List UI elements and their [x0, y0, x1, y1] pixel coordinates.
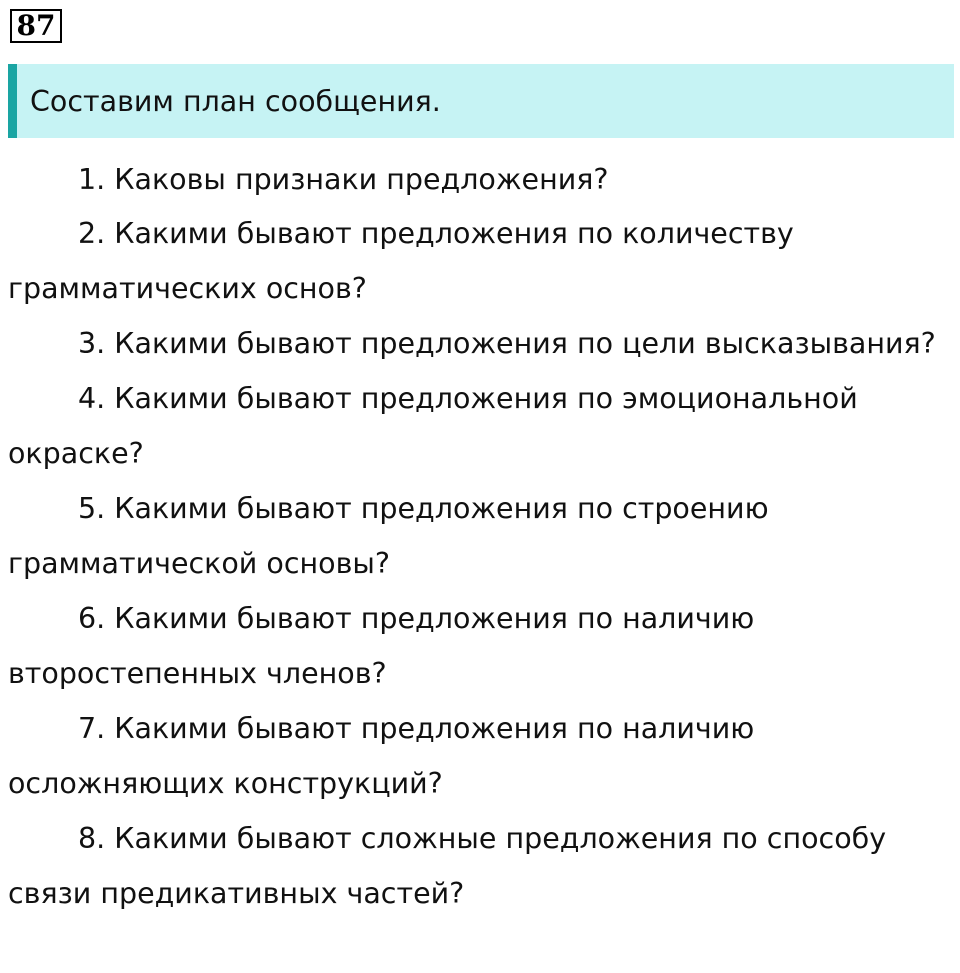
task-instruction: Составим план сообщения.	[30, 84, 441, 118]
message-plan-list	[8, 152, 938, 921]
plan-item-3: 3. Какими бывают предложения по цели высказывания?	[78, 327, 936, 360]
plan-item-2: 2. Какими бывают предложения по количеству грамматических основ?	[8, 217, 794, 305]
plan-item-1: 1. Каковы признаки предложения?	[78, 163, 609, 196]
plan-item-8: 8. Какими бывают сложные предложения по способу связи предикативных частей?	[8, 822, 887, 910]
plan-item-7: 7. Какими бывают предложения по наличию осложняющих конструкций?	[8, 712, 755, 800]
plan-item-4: 4. Какими бывают предложения по эмоциональной окраске?	[8, 382, 858, 470]
exercise-number-badge: 87	[10, 9, 62, 43]
task-banner	[8, 64, 954, 138]
plan-item-6: 6. Какими бывают предложения по наличию второстепенных членов?	[8, 602, 755, 690]
plan-item-5: 5. Какими бывают предложения по строению грамматической основы?	[8, 492, 769, 580]
